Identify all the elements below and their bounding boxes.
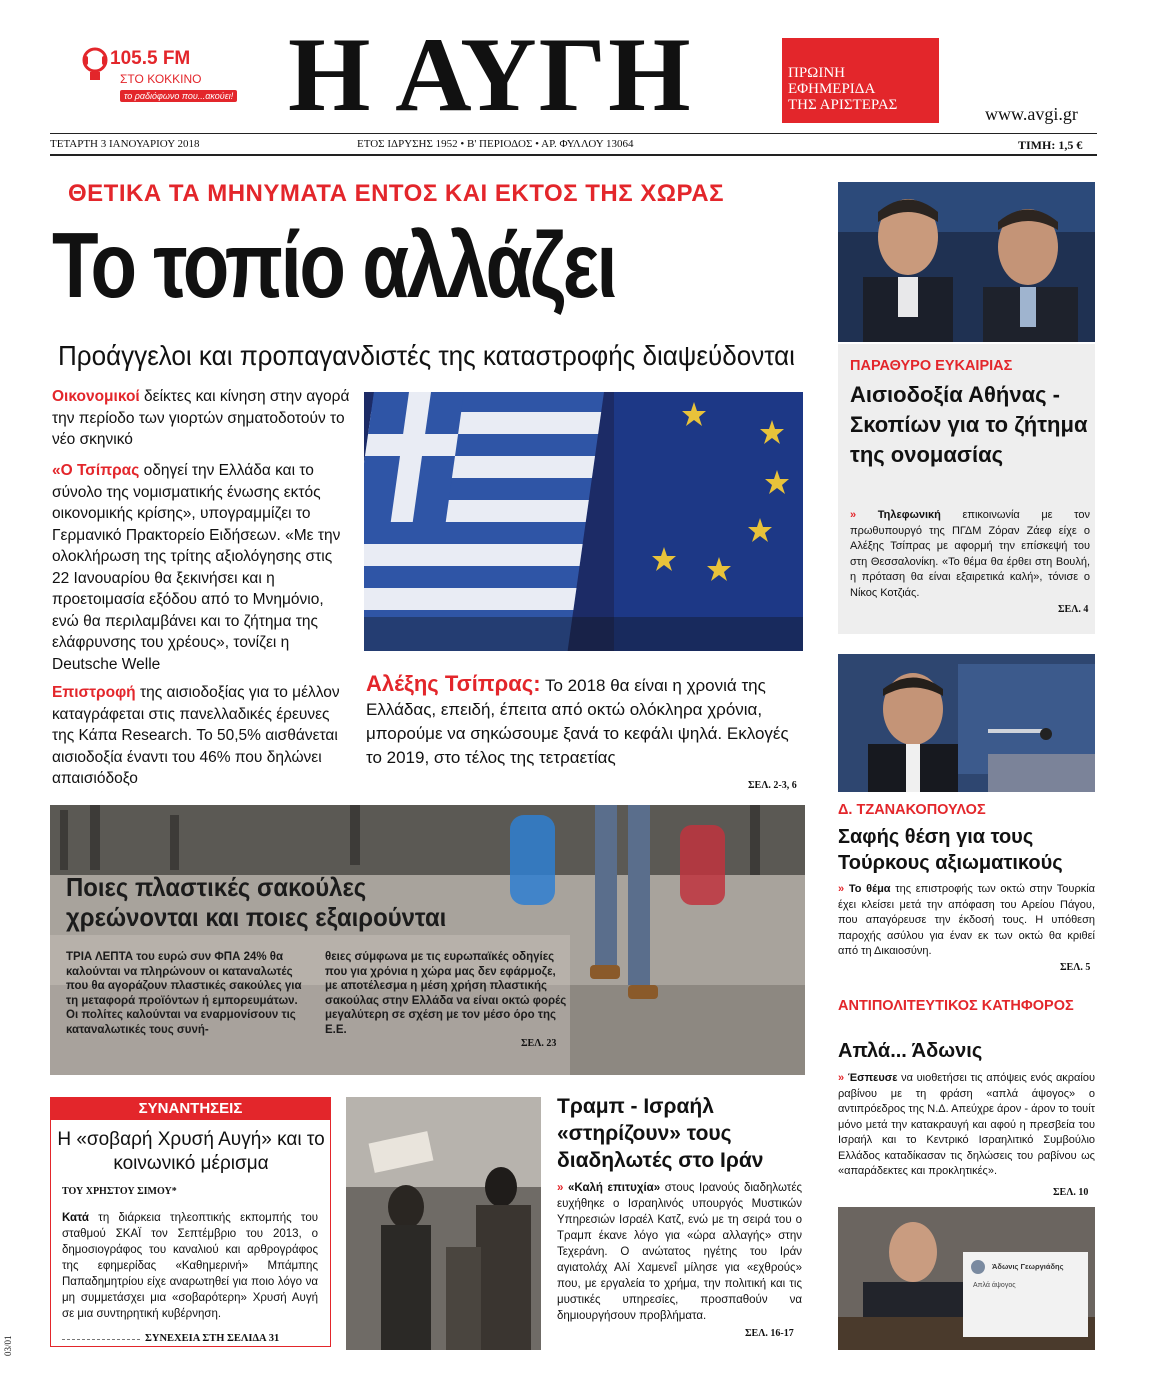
tsipras-quote	[366, 672, 806, 770]
flags-photo[interactable]	[364, 392, 803, 651]
page-reference[interactable]: ΣΕΛ. 5	[1060, 962, 1091, 973]
story-headline[interactable]: Σαφής θέση για τους Τούρκους αξιωματικούς	[838, 826, 1063, 874]
story-body	[838, 1071, 1095, 1180]
lead-headline[interactable]: Το τοπίο αλλάζει	[52, 213, 616, 317]
newspaper-title: Η ΑΥΓΗ	[288, 16, 693, 133]
page-reference[interactable]: ΣΕΛ. 16-17	[745, 1328, 794, 1339]
paragraph-text: επικοινωνία με τον πρωθυπουργό της ΠΓΔΜ Ζόραν Ζάεφ είχε ο Αλέξης Τσίπρας με αφορμή την επίσκεψή του στη Θεσσαλονίκη. «Το θέμα θα έρθει στη Βουλή, η πρόταση θα είναι εξαιρετικά καλή», τόνισε ο Νίκος Κοτζιάς.	[850, 509, 1090, 599]
story-headline[interactable]: Αισιοδοξία Αθήνας - Σκοπίων για το ζήτημα της ονομασίας	[850, 382, 1088, 467]
radio-frequency: 105.5 FM	[110, 48, 191, 69]
paragraph-lead-word: «Καλή επιτυχία»	[568, 1182, 661, 1194]
bags-headline-line: Ποιες πλαστικές σακούλες	[66, 872, 367, 902]
paragraph-text: δείκτες και κίνηση στην αγορά την περίοδο των γιορτών σηματοδοτούν το νέο σκηνικό	[52, 388, 350, 448]
leaders-photo[interactable]	[838, 182, 1095, 342]
lead-paragraph	[52, 460, 352, 675]
opinion-body	[62, 1210, 318, 1322]
page-reference[interactable]: ΣΕΛ. 10	[1053, 1187, 1089, 1198]
slogan-box	[782, 38, 939, 123]
website-link[interactable]: www.avgi.gr	[985, 104, 1078, 124]
bags-column: θειες σύμφωνα με τις ευρωπαϊκές οδηγίες που για χρόνια η χώρα μας δεν εφάρμοζε, με αποτέλεσμα η μέση χρήση πλαστικής σακούλας στην Ελλάδα να είναι οκτώ φορές μεγαλύτερη σε σχέση με τον μέσο όρο της Ε.Ε.	[325, 951, 567, 1036]
page-reference[interactable]: ΣΕΛ. 4	[1058, 604, 1089, 615]
spokesman-photo[interactable]	[838, 654, 1095, 792]
paragraph-lead-word: Τηλεφωνική	[877, 509, 941, 521]
radio-ad[interactable]	[80, 40, 250, 110]
issue-info: ΕΤΟΣ ΙΔΡΥΣΗΣ 1952 • Β' ΠΕΡΙΟΔΟΣ • ΑΡ. ΦΥΛΛΟΥ 13064	[357, 138, 634, 150]
paragraph-lead-word: Επιστροφή	[52, 684, 136, 701]
paragraph-lead-word: Το θέμα	[848, 883, 891, 895]
bags-headline[interactable]	[66, 872, 446, 932]
arrow-icon: »	[838, 1072, 845, 1084]
politician-photo[interactable]	[838, 1207, 1095, 1350]
leaders-illustration	[838, 182, 1095, 342]
slogan-line: ΤΗΣ ΑΡΙΣΤΕΡΑΣ	[788, 97, 898, 113]
iran-body	[557, 1180, 802, 1324]
paragraph-lead-word: Έσπευσε	[847, 1072, 898, 1084]
paragraph-lead-word: Οικονομικοί	[52, 388, 140, 405]
issue-date: ΤΕΤΑΡΤΗ 3 ΙΑΝΟΥΑΡΙΟΥ 2018	[50, 138, 200, 150]
divider	[50, 133, 1097, 134]
opinion-section-label: ΣΥΝΑΝΤΗΣΕΙΣ	[51, 1098, 330, 1120]
paragraph-lead-word: Κατά	[62, 1212, 89, 1224]
margin-date: 03/01	[3, 1335, 13, 1356]
bags-headline-line: χρεώνονται και ποιες εξαιρούνται	[66, 902, 447, 932]
page-reference[interactable]: ΣΕΛ. 23	[521, 1038, 557, 1049]
politician-illustration	[838, 1207, 1095, 1350]
story-body	[838, 882, 1095, 960]
paragraph-lead-word: «Ο Τσίπρας	[52, 462, 140, 479]
story-kicker: ΠΑΡΑΘΥΡΟ ΕΥΚΑΙΡΙΑΣ	[850, 358, 1013, 374]
slogan-line: ΠΡΩΙΝΗ	[788, 65, 845, 81]
paragraph-text: της επιστροφής των οκτώ στην Τουρκία έχει κλείσει μετά την απόφαση του Αρείου Πάγου, που απαγόρευσε την έκδοσή τους. Η υπόθεση παροχής ασύλου για έναν εκ των οκτώ θα κριθεί από τη Δικαιοσύνη.	[838, 883, 1095, 957]
quote-text: Το 2018 θα είναι η χρονιά της Ελλάδας, επειδή, έπειτα από οκτώ ολόκληρα χρόνια, μπορούμε να σηκώσουμε ξανά το κεφάλι ψηλά. Εκλογές το 2019, στο τέλος της τετραετίας	[366, 676, 789, 767]
protest-illustration	[346, 1097, 541, 1350]
lightbulb-icon	[80, 44, 110, 88]
divider	[50, 154, 1097, 156]
continued-link[interactable]: ΣΥΝΕΧΕΙΑ ΣΤΗ ΣΕΛΙΔΑ 31	[145, 1333, 280, 1344]
iran-protest-photo[interactable]	[346, 1097, 541, 1350]
paragraph-text: της αισιοδοξίας για το μέλλον καταγράφεται στις πανελλαδικές έρευνες της Κάπα Research. Το 50,5% αισθάνεται αισιοδοξία έναντι του 46% που δηλώνει απαισιόδοξο	[52, 684, 340, 787]
spokesman-illustration	[838, 654, 1095, 792]
paragraph-text: να υιοθετήσει τις απόψεις ενός ακραίου ραβίνου με τη φράση «απλά άψογος» ο αντιπρόεδρος της Ν.Δ. Απεύχρε άρον - άρον το τουίτ μόνο μετά την κατακραυγή και αφού η πρεσβεία του Ισραήλ και το Κεντρικό Ισραηλιτικό Συμβούλιο Ελλάδος καταδίκασαν τις δηλώσεις του ραβίνου ως «απαράδεκτες και προκλητικές».	[838, 1072, 1095, 1177]
opinion-author: ΤΟΥ ΧΡΗΣΤΟΥ ΣΙΜΟΥ*	[62, 1186, 177, 1197]
lead-subhead: Προάγγελοι και προπαγανδιστές της καταστροφής διαψεύδονται	[58, 340, 795, 371]
lead-paragraph	[52, 386, 352, 451]
radio-name: ΣΤΟ ΚΟΚΚΙΝΟ	[120, 72, 202, 86]
page-reference[interactable]: ΣΕΛ. 2-3, 6	[748, 780, 797, 791]
tweet-text: Απλά άψογος	[973, 1282, 1016, 1289]
lead-kicker: ΘΕΤΙΚΑ ΤΑ ΜΗΝΥΜΑΤΑ ΕΝΤΟΣ ΚΑΙ ΕΚΤΟΣ ΤΗΣ ΧΩΡΑΣ	[68, 180, 724, 207]
tweet-author: Άδωνις Γεωργιάδης	[992, 1262, 1064, 1271]
flags-illustration	[364, 392, 803, 651]
story-kicker: ΑΝΤΙΠΟΛΙΤΕΥΤΙΚΟΣ ΚΑΤΗΦΟΡΟΣ	[838, 998, 1074, 1014]
arrow-icon: »	[557, 1182, 564, 1194]
radio-tagline: το ραδιόφωνο που...ακούει!	[120, 90, 237, 102]
arrow-icon: »	[850, 509, 857, 521]
iran-headline[interactable]: Τραμπ - Ισραήλ «στηρίζουν» τους διαδηλωτές στο Ιράν	[557, 1095, 764, 1172]
lead-paragraph	[52, 682, 352, 790]
quote-speaker: Αλέξης Τσίπρας:	[366, 671, 541, 696]
bags-column: ΤΡΙΑ ΛΕΠΤΑ του ευρώ συν ΦΠΑ 24% θα καλούνται να πληρώνουν οι καταναλωτές που θα αγοράζουν πλαστικές σακούλες για τη μεταφορά προϊόντων ή εμπορευμάτων. Οι πολίτες καλούνται να εναρμονίσουν τις καταναλωτικές τους συνή-	[66, 951, 302, 1036]
opinion-headline[interactable]: Η «σοβαρή Χρυσή Αυγή» και το κοινωνικό μέρισμα	[57, 1129, 325, 1174]
story-body	[850, 508, 1090, 601]
arrow-icon: »	[838, 883, 845, 895]
story-headline[interactable]: Απλά... Άδωνις	[838, 1040, 983, 1062]
divider	[62, 1339, 140, 1340]
price: ΤΙΜΗ: 1,5 €	[1018, 138, 1083, 152]
paragraph-text: τη διάρκεια τηλεοπτικής εκπομπής του σταθμού ΣΚΑΪ τον Σεπτέμβριο του 2013, ο δημοσιογράφος του καναλιού και αρθρογράφος της εφημερίδας «Καθημερινή» Μπάμπης Παπαδημητρίου είχε αναρωτηθεί για ποιο λόγο να μη συμμετάσχει μια «σοβαρότερη» Χρυσή Αυγή σε μια συντηρητική κυβέρνηση.	[62, 1212, 318, 1320]
story-kicker: Δ. ΤΖΑΝΑΚΟΠΟΥΛΟΣ	[838, 802, 986, 818]
paragraph-text: οδηγεί την Ελλάδα και το σύνολο της νομισματικής ένωσης εκτός οικονομικής κρίσης», υπογραμμίζει το Γερμανικό Πρακτορείο Ειδήσεων. «Με την ολοκλήρωση της τρίτης αξιολόγησης στις 22 Ιανουαρίου θα ξεκινήσει και η προετοιμασία εξόδου από το Μνημόνιο, ενώ θα περιλαμβάνει και το ζήτημα της ελάφρυνσης του χρέους», τονίζει η Deutsche Welle	[52, 462, 341, 673]
slogan-line: ΕΦΗΜΕΡΙΔΑ	[788, 81, 876, 97]
paragraph-text: στους Ιρανούς διαδηλωτές ευχήθηκε ο Ισραηλινός υπουργός Μυστικών Υπηρεσιών Ισραέλ Κατζ, ενώ με τη σειρά του ο Τραμπ έκανε λόγο για «ώρα αλλαγής» στην Τεχεράνη. Ο ανώτατος ηγέτης του Ιράν αγιατολάχ Αλί Χαμενεΐ μίλησε για «εχθρούς» που, με εργαλεία το χρήμα, την πολιτική και τις μυστικές υπηρεσίες, προσπαθούν να δημιουργήσουν προβλήματα.	[557, 1182, 802, 1322]
